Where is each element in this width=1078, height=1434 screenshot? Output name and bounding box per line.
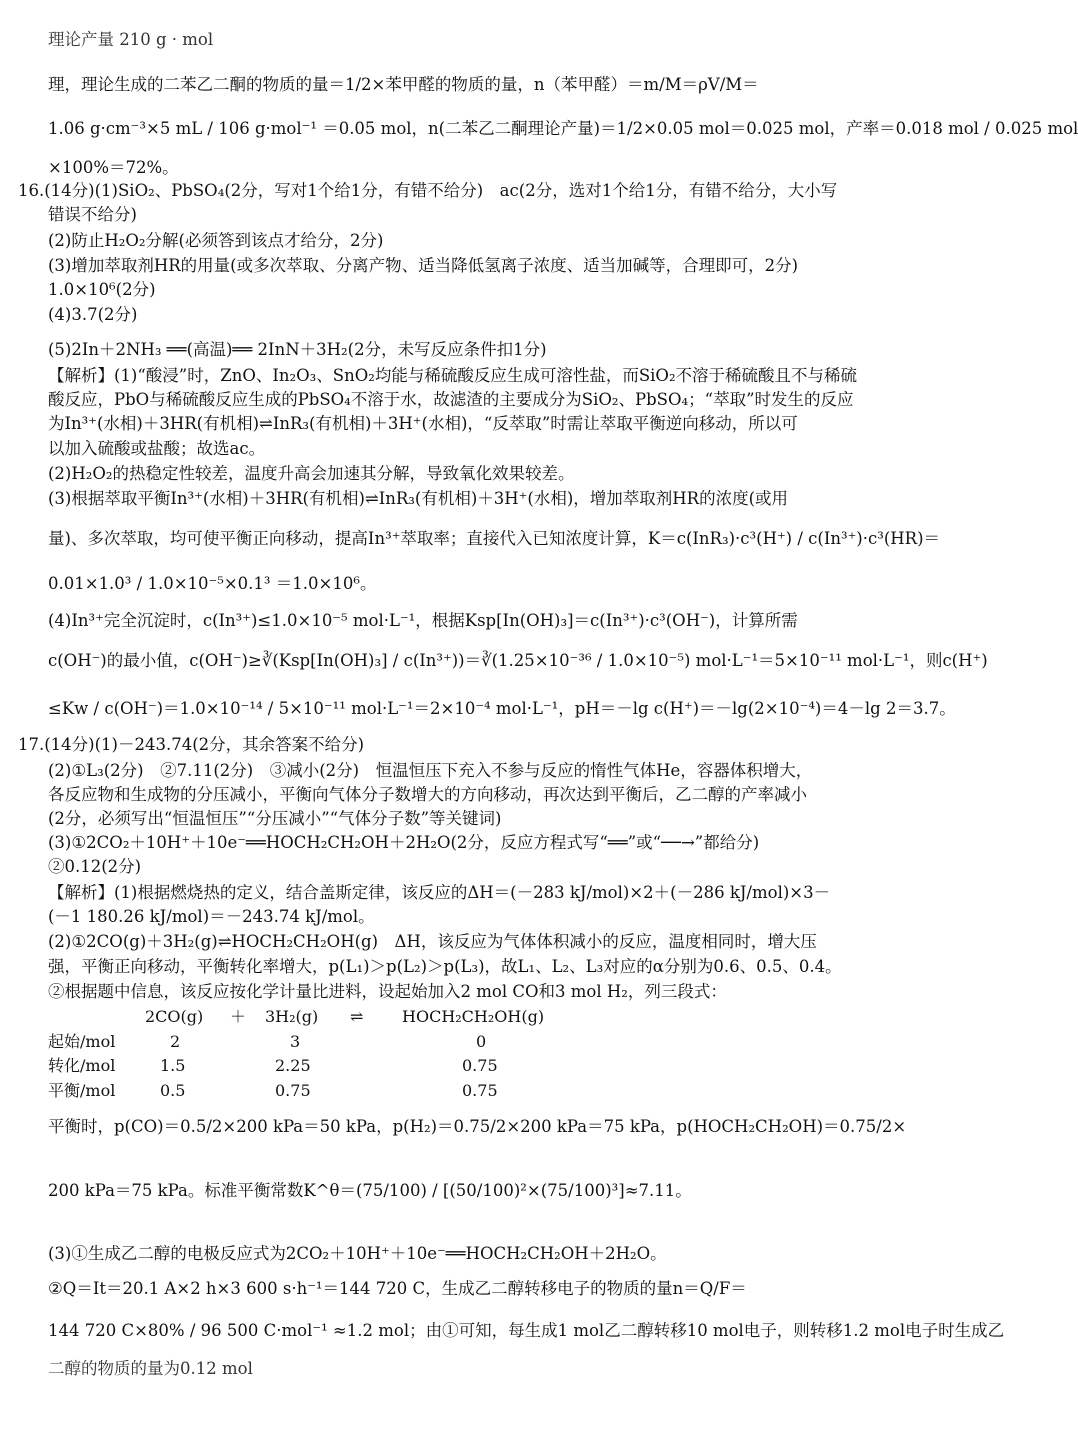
text-line: 错误不给分)	[48, 205, 137, 224]
analysis-line: 【解析】(1)根据燃烧热的定义，结合盖斯定律，该反应的ΔH＝(－283 kJ/mol)×2＋(－286 kJ/mol)×3－	[48, 883, 831, 902]
text-line: 为In³⁺(水相)＋3HR(有机相)⇌InR₃(有机相)＋3H⁺(水相)，“反萃取”时需让萃取平衡逆向移动，所以可	[48, 414, 798, 433]
text-line: (2)①2CO(g)＋3H₂(g)⇌HOCH₂CH₂OH(g) ΔH，该反应为气体体积减小的反应，温度相同时，增大压	[48, 932, 817, 951]
table-header-cell: 2CO(g)	[145, 1007, 204, 1026]
cut-top-line: 理论产量 210 g · mol	[48, 30, 214, 49]
table-cell: 0.75	[462, 1056, 498, 1075]
text-line: 理，理论生成的二苯乙二酮的物质的量＝1/2×苯甲醛的物质的量，n（苯甲醛）＝m/M＝ρV/M＝	[48, 75, 759, 94]
text-line: 1.0×10⁶(2分)	[48, 280, 156, 299]
text-line: (4)3.7(2分)	[48, 305, 138, 324]
text-line: (4)In³⁺完全沉淀时，c(In³⁺)≤1.0×10⁻⁵ mol·L⁻¹，根据Ksp[In(OH)₃]＝c(In³⁺)·c³(OH⁻)，计算所需	[48, 611, 798, 630]
text-line: 各反应物和生成物的分压减小，平衡向气体分子数增大的方向移动，再次达到平衡后，乙二醇的产率减小	[48, 785, 807, 804]
text-line: 200 kPa＝75 kPa。标准平衡常数K^θ＝(75/100) / [(50/100)²×(75/100)³]≈7.11。	[48, 1181, 692, 1200]
text-line: (3)增加萃取剂HR的用量(或多次萃取、分离产物、适当降低氢离子浓度、适当加碱等，合理即可，2分)	[48, 256, 799, 275]
table-header-cell: HOCH₂CH₂OH(g)	[402, 1007, 545, 1026]
text-line: (2)防止H₂O₂分解(必须答到该点才给分，2分)	[48, 231, 384, 250]
text-line: ≤Kw / c(OH⁻)＝1.0×10⁻¹⁴ / 5×10⁻¹¹ mol·L⁻¹＝2×10⁻⁴ mol·L⁻¹，pH＝－lg c(H⁺)＝－lg(2×10⁻⁴)＝4－lg 2＝3.7。	[48, 699, 956, 718]
text-line: (3)①生成乙二醇的电极反应式为2CO₂＋10H⁺＋10e⁻══HOCH₂CH₂OH＋2H₂O。	[48, 1244, 667, 1263]
text-line: (3)①2CO₂＋10H⁺＋10e⁻══HOCH₂CH₂OH＋2H₂O(2分，反应方程式写“══”或“──→”都给分)	[48, 833, 760, 852]
table-row-label: 转化/mol	[48, 1056, 116, 1075]
text-line: 量)、多次萃取，均可使平衡正向移动，提高In³⁺萃取率；直接代入已知浓度计算，K＝c(InR₃)·c³(H⁺) / c(In³⁺)·c³(HR)＝	[48, 529, 941, 548]
text-line: 144 720 C×80% / 96 500 C·mol⁻¹ ≈1.2 mol；由①可知，每生成1 mol乙二醇转移10 mol电子，则转移1.2 mol电子时生成乙	[48, 1321, 1005, 1340]
text-line: c(OH⁻)的最小值，c(OH⁻)≥∛(Ksp[In(OH)₃] / c(In³⁺))＝∛(1.25×10⁻³⁶ / 1.0×10⁻⁵) mol·L⁻¹＝5×10⁻¹¹ mol·L⁻¹，则c(H⁺)	[48, 651, 988, 670]
text-line: ②根据题中信息，该反应按化学计量比进料，设起始加入2 mol CO和3 mol H₂，列三段式：	[48, 982, 727, 1001]
table-cell: 0.75	[462, 1081, 498, 1100]
text-line: (2分，必须写出“恒温恒压”“分压减小”“气体分子数”等关键词)	[48, 809, 502, 828]
text-line: ②0.12(2分)	[48, 857, 142, 876]
table-cell: 2	[170, 1032, 181, 1051]
table-header-cell: ⇌	[350, 1007, 364, 1026]
text-line: 平衡时，p(CO)＝0.5/2×200 kPa＝50 kPa，p(H₂)＝0.75/2×200 kPa＝75 kPa，p(HOCH₂CH₂OH)＝0.75/2×	[48, 1117, 907, 1136]
table-row-label: 起始/mol	[48, 1032, 116, 1051]
text-line: (－1 180.26 kJ/mol)＝－243.74 kJ/mol。	[48, 907, 375, 926]
table-header-cell: ＋	[230, 1007, 247, 1026]
question-16-heading: 16.(14分)(1)SiO₂、PbSO₄(2分，写对1个给1分，有错不给分) ac(2分，选对1个给1分，有错不给分，大小写	[18, 181, 838, 200]
text-line: 以加入硫酸或盐酸；故选ac。	[48, 439, 266, 458]
text-line: (3)根据萃取平衡In³⁺(水相)＋3HR(有机相)⇌InR₃(有机相)＋3H⁺(水相)，增加萃取剂HR的浓度(或用	[48, 489, 789, 508]
text-line: 强，平衡正向移动，平衡转化率增大，p(L₁)＞p(L₂)＞p(L₃)，故L₁、L₂、L₃对应的α分别为0.6、0.5、0.4。	[48, 957, 842, 976]
text-line: 1.06 g·cm⁻³×5 mL / 106 g·mol⁻¹ ＝0.05 mol，n(二苯乙二酮理论产量)＝1/2×0.05 mol＝0.025 mol，产率＝0.018 mol / 0.025 mol	[48, 119, 1078, 138]
text-line: 0.01×1.0³ / 1.0×10⁻⁵×0.1³ ＝1.0×10⁶。	[48, 574, 377, 593]
table-cell: 0.75	[275, 1081, 311, 1100]
text-line: (2)H₂O₂的热稳定性较差，温度升高会加速其分解，导致氧化效果较差。	[48, 464, 575, 483]
text-line: ②Q＝It＝20.1 A×2 h×3 600 s·h⁻¹＝144 720 C，生成乙二醇转移电子的物质的量n＝Q/F＝	[48, 1279, 747, 1298]
table-header-cell: 3H₂(g)	[265, 1007, 319, 1026]
analysis-line: 【解析】(1)“酸浸”时，ZnO、In₂O₃、SnO₂均能与稀硫酸反应生成可溶性盐，而SiO₂不溶于稀硫酸且不与稀硫	[48, 366, 858, 385]
question-17-heading: 17.(14分)(1)－243.74(2分，其余答案不给分)	[18, 735, 365, 754]
text-line: (2)①L₃(2分) ②7.11(2分) ③减小(2分) 恒温恒压下充入不参与反应的惰性气体He，容器体积增大，	[48, 761, 813, 780]
text-line: 酸反应，PbO与稀硫酸反应生成的PbSO₄不溶于水，故滤渣的主要成分为SiO₂、PbSO₄；“萃取”时发生的反应	[48, 390, 854, 409]
text-line: ×100%＝72%。	[48, 158, 179, 177]
text-line: (5)2In＋2NH₃ ══(高温)══ 2InN＋3H₂(2分，未写反应条件扣1分)	[48, 340, 547, 359]
table-cell: 0.5	[160, 1081, 186, 1100]
table-row-label: 平衡/mol	[48, 1081, 116, 1100]
table-cell: 1.5	[160, 1056, 186, 1075]
table-cell: 2.25	[275, 1056, 311, 1075]
cut-bottom-line: 二醇的物质的量为0.12 mol	[48, 1359, 253, 1378]
table-cell: 0	[476, 1032, 487, 1051]
table-cell: 3	[290, 1032, 301, 1051]
